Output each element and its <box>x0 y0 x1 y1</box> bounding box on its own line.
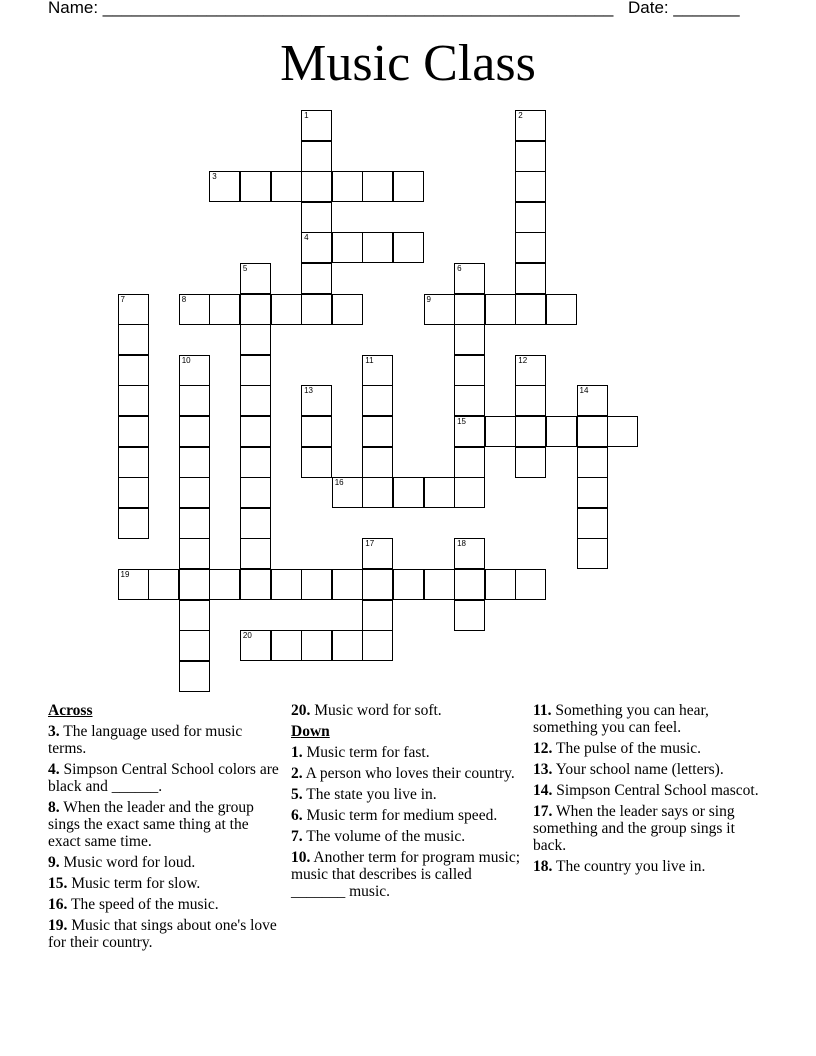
clue-text: When the leader and the group sings the exact same thing at the exact same time. <box>48 799 254 850</box>
crossword-cell[interactable] <box>454 385 485 416</box>
crossword-cell[interactable] <box>332 171 363 202</box>
clue-down-10 <box>291 849 527 900</box>
clue-number: 2. <box>291 765 303 782</box>
clue-number: 12. <box>533 740 553 757</box>
crossword-cell[interactable] <box>454 416 485 447</box>
crossword-cell[interactable] <box>362 569 393 600</box>
across-heading: Across <box>48 702 93 719</box>
crossword-cell[interactable] <box>240 263 271 294</box>
crossword-cell[interactable] <box>301 385 332 416</box>
crossword-cell[interactable] <box>393 171 424 202</box>
crossword-cell[interactable] <box>393 232 424 263</box>
crossword-cell[interactable] <box>179 661 210 692</box>
crossword-cell[interactable] <box>332 569 363 600</box>
crossword-cell[interactable] <box>515 263 546 294</box>
crossword-cell[interactable] <box>362 385 393 416</box>
crossword-cell[interactable] <box>454 447 485 478</box>
cell-number: 18 <box>457 539 466 549</box>
crossword-cell[interactable] <box>515 232 546 263</box>
crossword-cell[interactable] <box>301 630 332 661</box>
crossword-cell[interactable] <box>179 385 210 416</box>
crossword-cell[interactable] <box>301 232 332 263</box>
crossword-cell[interactable] <box>332 232 363 263</box>
clue-across-3 <box>48 723 284 757</box>
clue-number: 7. <box>291 828 303 845</box>
clue-text: When the leader says or sing something and the group sings it back. <box>533 803 735 854</box>
crossword-cell[interactable] <box>577 508 608 539</box>
crossword-cell[interactable] <box>240 477 271 508</box>
crossword-cell[interactable] <box>301 263 332 294</box>
crossword-cell[interactable] <box>240 294 271 325</box>
crossword-cell[interactable] <box>393 569 424 600</box>
crossword-cell[interactable] <box>362 477 393 508</box>
crossword-cell[interactable] <box>454 324 485 355</box>
crossword-cell[interactable] <box>240 385 271 416</box>
crossword-cell[interactable] <box>301 447 332 478</box>
clue-number: 20. <box>291 702 311 719</box>
clue-text: Another term for program music; music that describes is called _______ music. <box>291 849 521 900</box>
crossword-cell[interactable] <box>577 538 608 569</box>
cell-number: 3 <box>212 172 217 182</box>
cell-number: 4 <box>304 233 309 243</box>
crossword-cell[interactable] <box>362 171 393 202</box>
clue-down-14 <box>533 782 769 799</box>
crossword-cell[interactable] <box>209 569 240 600</box>
clue-text: Simpson Central School mascot. <box>556 782 759 799</box>
crossword-cell[interactable] <box>515 294 546 325</box>
crossword-cell[interactable] <box>301 110 332 141</box>
clue-text: Music word for loud. <box>63 854 196 871</box>
crossword-cell[interactable] <box>271 171 302 202</box>
crossword-cell[interactable] <box>179 569 210 600</box>
cell-number: 12 <box>518 355 528 365</box>
crossword-cell[interactable] <box>240 355 271 386</box>
crossword-cell[interactable] <box>271 294 302 325</box>
clue-down-5 <box>291 786 527 803</box>
crossword-cell[interactable] <box>546 416 577 447</box>
clue-down-18 <box>533 858 769 875</box>
crossword-cell[interactable] <box>362 447 393 478</box>
crossword-cell[interactable] <box>362 538 393 569</box>
clue-across-4 <box>48 761 284 795</box>
crossword-cell[interactable] <box>424 477 455 508</box>
cell-number: 6 <box>457 264 462 273</box>
crossword-cell[interactable] <box>301 141 332 172</box>
crossword-cell[interactable] <box>301 294 332 325</box>
cell-number: 2 <box>518 111 523 120</box>
crossword-cell[interactable] <box>424 569 455 600</box>
crossword-cell[interactable] <box>240 171 271 202</box>
cell-number: 20 <box>242 631 252 641</box>
crossword-cell[interactable] <box>515 416 546 447</box>
clue-number: 18. <box>533 858 553 875</box>
clue-down-2 <box>291 765 527 782</box>
clue-number: 14. <box>533 782 553 799</box>
crossword-cell[interactable] <box>179 600 210 631</box>
down-heading: Down <box>291 723 330 740</box>
clue-text: The country you live in. <box>555 858 706 875</box>
crossword-cell[interactable] <box>118 508 149 539</box>
crossword-cell[interactable] <box>240 508 271 539</box>
clue-across-20 <box>291 702 527 719</box>
clue-number: 15. <box>48 875 68 892</box>
crossword-cell[interactable] <box>485 294 516 325</box>
clue-across-19 <box>48 917 284 951</box>
cell-number: 8 <box>181 294 187 304</box>
cell-number: 7 <box>120 294 125 304</box>
crossword-cell[interactable] <box>332 630 363 661</box>
name-field[interactable]: Name: ______________________________________________________ <box>48 0 614 17</box>
crossword-cell[interactable] <box>301 202 332 233</box>
crossword-cell[interactable] <box>118 355 149 386</box>
crossword-cell[interactable] <box>301 416 332 447</box>
clue-down-7 <box>291 828 527 845</box>
cell-number: 16 <box>334 478 344 488</box>
crossword-cell[interactable] <box>301 569 332 600</box>
clue-number: 4. <box>48 761 60 778</box>
cell-number: 13 <box>304 386 313 396</box>
crossword-cell[interactable] <box>271 569 302 600</box>
crossword-cell[interactable] <box>454 600 485 631</box>
clue-number: 10. <box>291 849 311 866</box>
cell-number: 19 <box>120 570 130 579</box>
crossword-cell[interactable] <box>148 569 179 600</box>
crossword-cell[interactable] <box>362 416 393 447</box>
cell-number: 5 <box>242 264 248 273</box>
crossword-cell[interactable] <box>424 294 455 325</box>
clue-column-1 <box>48 702 284 955</box>
clue-across-8 <box>48 799 284 850</box>
crossword-cell[interactable] <box>209 171 240 202</box>
crossword-cell[interactable] <box>179 508 210 539</box>
crossword-cell[interactable] <box>240 324 271 355</box>
crossword-cell[interactable] <box>577 447 608 478</box>
crossword-cell[interactable] <box>485 569 516 600</box>
crossword-cell[interactable] <box>515 171 546 202</box>
crossword-cell[interactable] <box>454 477 485 508</box>
cell-number: 15 <box>457 417 466 426</box>
crossword-cell[interactable] <box>454 294 485 325</box>
cell-number: 10 <box>181 355 191 365</box>
crossword-cell[interactable] <box>240 569 271 600</box>
clue-down-1 <box>291 744 527 761</box>
crossword-cell[interactable] <box>118 385 149 416</box>
clue-text: Music term for fast. <box>306 744 430 761</box>
crossword-cell[interactable] <box>546 294 577 325</box>
crossword-cell[interactable] <box>179 477 210 508</box>
clue-text: Simpson Central School colors are black and ______. <box>48 761 279 795</box>
clue-across-16 <box>48 896 284 913</box>
crossword-cell[interactable] <box>332 294 363 325</box>
clue-number: 9. <box>48 854 60 871</box>
crossword-cell[interactable] <box>362 600 393 631</box>
clue-down-6 <box>291 807 527 824</box>
crossword-cell[interactable] <box>179 294 210 325</box>
crossword-cell[interactable] <box>301 171 332 202</box>
cell-number: 14 <box>579 386 589 396</box>
crossword-cell[interactable] <box>179 416 210 447</box>
clue-number: 11. <box>533 702 552 719</box>
crossword-cell[interactable] <box>515 110 546 141</box>
crossword-cell[interactable] <box>515 202 546 233</box>
crossword-cell[interactable] <box>607 416 638 447</box>
clue-text: Music that sings about one's love for their country. <box>48 917 277 951</box>
clue-text: A person who loves their country. <box>305 765 515 782</box>
crossword-cell[interactable] <box>362 355 393 386</box>
clue-down-17 <box>533 803 769 854</box>
clue-across-15 <box>48 875 284 892</box>
crossword-cell[interactable] <box>362 232 393 263</box>
crossword-cell[interactable] <box>577 416 608 447</box>
clue-number: 17. <box>533 803 553 820</box>
clue-number: 1. <box>291 744 303 761</box>
cell-number: 9 <box>426 294 431 304</box>
cell-number: 17 <box>365 539 375 549</box>
crossword-cell[interactable] <box>454 538 485 569</box>
clue-across-9 <box>48 854 284 871</box>
crossword-cell[interactable] <box>271 630 302 661</box>
crossword-cell[interactable] <box>485 416 516 447</box>
clue-text: Your school name (letters). <box>555 761 724 778</box>
crossword-cell[interactable] <box>179 447 210 478</box>
crossword-cell[interactable] <box>577 385 608 416</box>
clue-text: Music term for slow. <box>71 875 201 892</box>
cell-number: 11 <box>365 355 374 365</box>
cell-number: 1 <box>304 111 309 120</box>
crossword-cell[interactable] <box>240 416 271 447</box>
crossword-cell[interactable] <box>454 263 485 294</box>
clue-text: Something you can hear, something you can feel. <box>533 702 709 736</box>
clue-down-12 <box>533 740 769 757</box>
clue-down-11 <box>533 702 769 736</box>
clue-text: The pulse of the music. <box>555 740 702 757</box>
crossword-cell[interactable] <box>179 355 210 386</box>
page-title: Music Class <box>280 35 536 92</box>
crossword-cell[interactable] <box>454 355 485 386</box>
clue-number: 6. <box>291 807 303 824</box>
crossword-cell[interactable] <box>118 569 149 600</box>
crossword-cell[interactable] <box>209 294 240 325</box>
crossword-cell[interactable] <box>179 630 210 661</box>
clue-text: The volume of the music. <box>306 828 466 845</box>
crossword-cell[interactable] <box>240 630 271 661</box>
clue-text: Music word for soft. <box>314 702 442 719</box>
crossword-cell[interactable] <box>362 630 393 661</box>
clue-text: The speed of the music. <box>70 896 219 913</box>
crossword-cell[interactable] <box>118 294 149 325</box>
crossword-cell[interactable] <box>118 477 149 508</box>
crossword-cell[interactable] <box>393 477 424 508</box>
crossword-cell[interactable] <box>118 447 149 478</box>
clue-text: Music term for medium speed. <box>306 807 498 824</box>
clue-number: 16. <box>48 896 68 913</box>
crossword-cell[interactable] <box>577 477 608 508</box>
crossword-cell[interactable] <box>332 477 363 508</box>
crossword-cell[interactable] <box>515 355 546 386</box>
crossword-cell[interactable] <box>515 569 546 600</box>
clue-number: 13. <box>533 761 553 778</box>
clue-number: 3. <box>48 723 60 740</box>
crossword-cell[interactable] <box>118 416 149 447</box>
clue-number: 5. <box>291 786 303 803</box>
clue-number: 8. <box>48 799 60 816</box>
crossword-cell[interactable] <box>240 447 271 478</box>
clue-down-13 <box>533 761 769 778</box>
clue-number: 19. <box>48 917 68 934</box>
date-field[interactable]: Date: _______ <box>628 0 740 17</box>
crossword-cell[interactable] <box>118 324 149 355</box>
crossword-cell[interactable] <box>240 538 271 569</box>
clue-column-2 <box>291 702 527 904</box>
crossword-cell[interactable] <box>454 569 485 600</box>
crossword-cell[interactable] <box>515 141 546 172</box>
crossword-cell[interactable] <box>515 385 546 416</box>
clue-text: The language used for music terms. <box>48 723 243 757</box>
clue-text: The state you live in. <box>306 786 437 803</box>
crossword-cell[interactable] <box>179 538 210 569</box>
clue-column-3 <box>533 702 769 879</box>
crossword-cell[interactable] <box>515 447 546 478</box>
